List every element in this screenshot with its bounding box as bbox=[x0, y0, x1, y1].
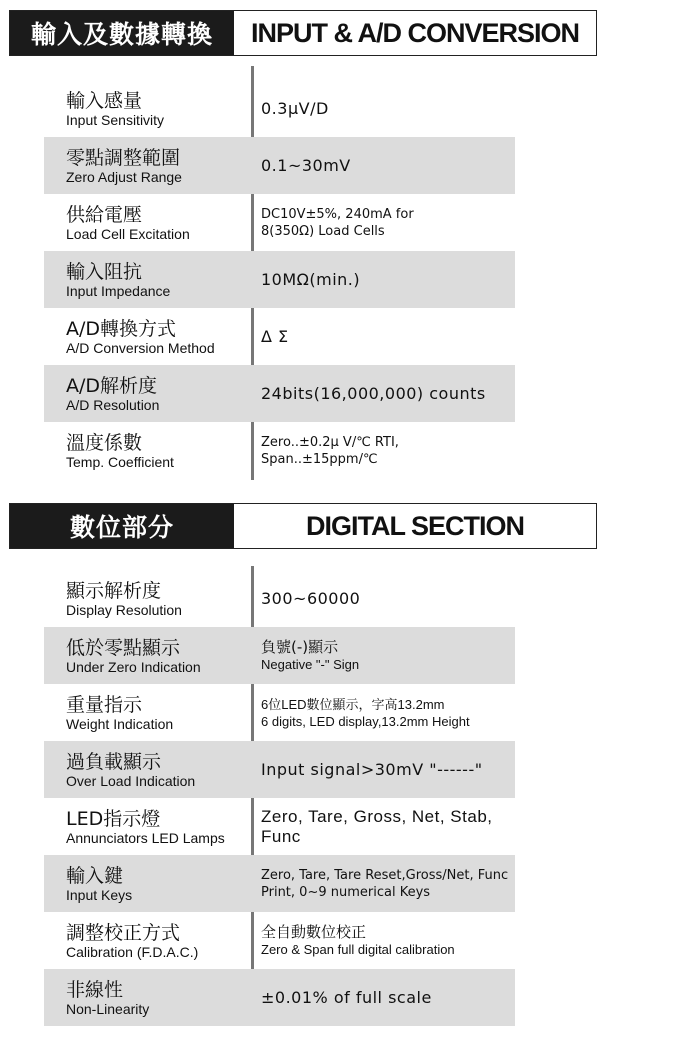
spec-label-en: Under Zero Indication bbox=[66, 658, 201, 675]
input-section-header bbox=[9, 10, 597, 56]
spec-value-line1: DC10V±5%, 240mA for bbox=[261, 206, 414, 222]
spec-label-zh: A/D轉換方式 bbox=[66, 317, 177, 340]
spec-value bbox=[252, 741, 515, 798]
spec-label-en: A/D Conversion Method bbox=[66, 339, 215, 356]
spec-label-zh: 顯示解析度 bbox=[66, 579, 162, 602]
spec-value bbox=[252, 627, 515, 684]
input-spec-table bbox=[44, 80, 515, 479]
spec-label-en: Input Keys bbox=[66, 886, 133, 903]
spec-label-en: Load Cell Excitation bbox=[66, 225, 190, 242]
spec-label bbox=[44, 855, 252, 912]
spec-label bbox=[44, 194, 252, 251]
spec-row-over-load-indication bbox=[44, 741, 515, 798]
spec-value bbox=[252, 308, 515, 365]
spec-value bbox=[252, 251, 515, 308]
spec-label bbox=[44, 137, 252, 194]
spec-label-en: Annunciators LED Lamps bbox=[66, 829, 225, 846]
spec-label-en: Over Load Indication bbox=[66, 772, 196, 789]
spec-value bbox=[252, 912, 515, 969]
spec-value bbox=[252, 570, 515, 627]
input-section-title-en: INPUT & A/D CONVERSION bbox=[250, 17, 580, 48]
spec-label bbox=[44, 798, 252, 855]
spec-label bbox=[44, 422, 252, 479]
spec-label-zh: 輸入鍵 bbox=[66, 864, 124, 887]
spec-row-display-resolution bbox=[44, 570, 515, 627]
spec-label bbox=[44, 308, 252, 365]
spec-row-ad-resolution bbox=[44, 365, 515, 422]
spec-label-zh: 調整校正方式 bbox=[66, 921, 181, 944]
spec-value bbox=[252, 422, 515, 479]
spec-label bbox=[44, 741, 252, 798]
spec-value-line1: 6位LED數位顯示，字高13.2mm bbox=[261, 696, 445, 712]
spec-value-line1: Zero..±0.2μ V/℃ RTI, bbox=[261, 434, 399, 450]
spec-value-line2: Zero & Span full digital calibration bbox=[261, 942, 455, 957]
spec-label-zh: 供給電壓 bbox=[66, 203, 143, 226]
spec-value-text: 0.1~30mV bbox=[261, 156, 351, 175]
spec-value-text: Input signal>30mV "------" bbox=[261, 760, 483, 779]
spec-row-calibration bbox=[44, 912, 515, 969]
spec-label-en: Non-Linearity bbox=[66, 1000, 150, 1017]
spec-label-en: Input Impedance bbox=[66, 282, 171, 299]
spec-label-zh: 輸入阻抗 bbox=[66, 260, 143, 283]
spec-label-en: Zero Adjust Range bbox=[66, 168, 182, 185]
spec-value bbox=[252, 798, 515, 855]
spec-label bbox=[44, 570, 252, 627]
spec-row-input-sensitivity bbox=[44, 80, 515, 137]
spec-label-zh: A/D解析度 bbox=[66, 374, 158, 397]
spec-row-weight-indication bbox=[44, 684, 515, 741]
spec-value-line1: 全自動數位校正 bbox=[261, 923, 367, 941]
spec-value-text: 300~60000 bbox=[261, 589, 361, 608]
spec-row-input-impedance bbox=[44, 251, 515, 308]
spec-label-zh: 輸入感量 bbox=[66, 89, 143, 112]
spec-label-en: Temp. Coefficient bbox=[66, 453, 174, 470]
spec-label-zh: 非線性 bbox=[66, 978, 124, 1001]
spec-label-zh: 零點調整範圍 bbox=[66, 146, 181, 169]
spec-value-text: 0.3μV/D bbox=[261, 99, 329, 118]
spec-value-line1: 負號(-)顯示 bbox=[261, 638, 339, 656]
spec-value bbox=[252, 194, 515, 251]
spec-value bbox=[252, 684, 515, 741]
spec-label-en: Input Sensitivity bbox=[66, 111, 165, 128]
input-section-title-zh: 輸入及數據轉換 bbox=[10, 11, 234, 55]
spec-label bbox=[44, 627, 252, 684]
spec-value-line2: 8(350Ω) Load Cells bbox=[261, 223, 385, 239]
spec-value bbox=[252, 969, 515, 1026]
spec-label bbox=[44, 251, 252, 308]
spec-row-load-cell-excitation bbox=[44, 194, 515, 251]
spec-label-en: A/D Resolution bbox=[66, 396, 160, 413]
spec-row-temp-coefficient bbox=[44, 422, 515, 479]
spec-value-text: 10MΩ(min.) bbox=[261, 270, 361, 289]
spec-row-ad-conversion-method bbox=[44, 308, 515, 365]
spec-label-zh: 重量指示 bbox=[66, 693, 143, 716]
spec-value-line2: 6 digits, LED display,13.2mm Height bbox=[261, 713, 470, 729]
spec-row-non-linearity bbox=[44, 969, 515, 1026]
spec-label bbox=[44, 684, 252, 741]
digital-section-title-zh: 數位部分 bbox=[10, 504, 234, 548]
spec-label bbox=[44, 969, 252, 1026]
spec-label bbox=[44, 912, 252, 969]
spec-value bbox=[252, 137, 515, 194]
spec-label-zh: 低於零點顯示 bbox=[66, 636, 181, 659]
spec-label-en: Weight Indication bbox=[66, 715, 174, 732]
spec-label bbox=[44, 80, 252, 137]
spec-row-zero-adjust-range bbox=[44, 137, 515, 194]
spec-label-en: Display Resolution bbox=[66, 601, 182, 618]
spec-value-line2: Print, 0~9 numerical Keys bbox=[261, 884, 431, 900]
spec-value bbox=[252, 80, 515, 137]
spec-value-text: Zero, Tare, Gross, Net, Stab, Func bbox=[261, 806, 493, 846]
spec-value-line1: Zero, Tare, Tare Reset,Gross/Net, Func bbox=[261, 867, 509, 883]
spec-row-under-zero-indication bbox=[44, 627, 515, 684]
spec-label bbox=[44, 365, 252, 422]
spec-label-zh: 過負載顯示 bbox=[66, 750, 162, 773]
spec-label-zh: 溫度係數 bbox=[66, 431, 143, 454]
spec-value-text: 24bits(16,000,000) counts bbox=[261, 384, 486, 403]
spec-row-input-keys bbox=[44, 855, 515, 912]
spec-value-text: ±0.01% of full scale bbox=[261, 988, 432, 1007]
digital-section-title-en: DIGITAL SECTION bbox=[305, 510, 524, 541]
digital-spec-table bbox=[44, 570, 515, 1026]
digital-section-header bbox=[9, 503, 597, 549]
spec-row-annunciators-led-lamps bbox=[44, 798, 515, 855]
spec-value bbox=[252, 855, 515, 912]
spec-label-en: Calibration (F.D.A.C.) bbox=[66, 943, 199, 960]
spec-value-line2: Span..±15ppm/℃ bbox=[261, 451, 378, 467]
spec-label-zh: LED指示燈 bbox=[66, 807, 161, 830]
spec-value-text: Δ Σ bbox=[261, 327, 289, 346]
spec-value-line2: Negative "-" Sign bbox=[261, 657, 360, 672]
spec-value bbox=[252, 365, 515, 422]
